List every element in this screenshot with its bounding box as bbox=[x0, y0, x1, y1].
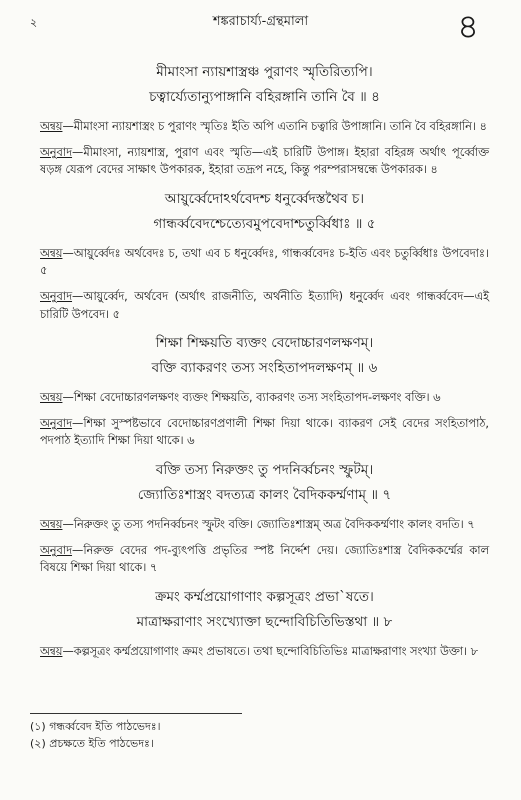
anvaya-paragraph bbox=[40, 516, 489, 534]
anvaya-paragraph bbox=[40, 245, 489, 280]
paragraph-lead: অন্বয় bbox=[40, 644, 63, 658]
paragraph-text: —শিক্ষা সুস্পষ্টভাবে বেদোচ্চারণপ্রণালী শিক্ষা দিয়া থাকে। ব্যাকরণ সেই বেদের সংহিতাপাঠ, পদপাঠ ইত্যাদি শিক্ষা দিয়া থাকে। ৬ bbox=[40, 416, 489, 448]
paragraph-text: —আয়ুর্ব্বেদঃ অর্থবেদঃ চ, তথা এব চ ধনুর্ব্বেদঃ, গান্ধর্ব্ববেদঃ চ-ইতি এবং চতুর্ব্বিধাঃ উপবেদাঃ। ৫ bbox=[40, 246, 489, 278]
footnote-rule bbox=[30, 713, 242, 714]
paragraph-text: —শিক্ষা বেদোচ্চারণলক্ষণং ব্যক্তং শিক্ষয়তি, ব্যাকরণং তস্য সংহিতাপদ-লক্ষণং বক্তি। ৬ bbox=[62, 391, 441, 405]
paragraph-lead: অন্বয় bbox=[40, 391, 63, 405]
verse-line: আয়ুর্ব্বেদোঽর্থবেদশ্চ ধনুর্ব্বেদস্তথৈব চ। bbox=[164, 190, 365, 207]
verse-block bbox=[40, 585, 489, 635]
verse-line: বক্তি তস্য নিরুক্তং তু পদনির্ব্বচনং স্ফুটম্। bbox=[155, 461, 374, 478]
paragraph-text: —আয়ুর্ব্বেদ, অর্থবেদ (অর্থাৎ রাজনীতি, অর্থনীতি ইত্যাদি) ধনুর্ব্বেদ এবং গান্ধর্ব্ববেদ—এই চারিটি উপবেদ। ৫ bbox=[40, 289, 489, 321]
paragraph-lead: অন্বয় bbox=[40, 246, 63, 260]
verse-block bbox=[40, 458, 489, 508]
verse-line: মাত্রাক্ষরাণাং সংখ্যোক্তা ছন্দোবিচিতিভিস্তথা ॥ ৮ bbox=[136, 613, 393, 630]
running-title: শঙ্করাচার্য্য-গ্রন্থমালা bbox=[212, 14, 309, 29]
page-body bbox=[40, 60, 489, 668]
paragraph-lead: অন্বয় bbox=[40, 120, 63, 133]
paragraph-lead: অনুবাদ bbox=[40, 416, 73, 430]
verse-line: শিক্ষা শিক্ষয়তি ব্যক্তং বেদোচ্চারণলক্ষণম্। bbox=[155, 335, 374, 352]
verse-block bbox=[40, 331, 489, 381]
margin-mark: ৪ bbox=[456, 7, 479, 47]
paragraph-text: —নিরুক্ত বেদের পদ-ব্যুৎপত্তি প্রভৃতির স্পষ্ট নির্দ্দেশ দেয়। জ্যোতিঃশাস্ত্র বৈদিককর্ম্মের কাল বিষয়ে শিক্ষা দিয়া থাকে। ৭ bbox=[40, 543, 489, 575]
verse-line: গান্ধর্ব্ববেদশ্চেত্যেবমুপবেদাশ্চতুর্ব্বিধাঃ ॥ ৫ bbox=[153, 215, 376, 232]
paragraph-lead: অনুবাদ bbox=[40, 145, 73, 159]
anvaya-paragraph bbox=[40, 118, 489, 136]
translation-paragraph bbox=[40, 144, 489, 179]
verse-line: মীমাংসা ন্যায়শাস্ত্রঞ্চ পুরাণং স্মৃতিরিত্যপি। bbox=[156, 64, 373, 80]
footnote-2: (২) প্রচক্ষতে ইতি পাঠভেদঃ। bbox=[30, 737, 154, 750]
translation-paragraph bbox=[40, 542, 489, 577]
verse-line: চত্বার্য্যেতান্যুপাঙ্গানি বহিরঙ্গানি তানি বৈ ॥ ৪ bbox=[149, 89, 380, 105]
verse-line: ক্রমং কর্ম্মপ্রয়োগাণাং কল্পসূত্রং প্রভা`ষতে। bbox=[155, 588, 374, 605]
paragraph-lead: অনুবাদ bbox=[40, 289, 73, 303]
paragraph-lead: অনুবাদ bbox=[40, 543, 73, 557]
anvaya-paragraph bbox=[40, 643, 489, 661]
footnotes bbox=[30, 718, 161, 752]
verse-line: বক্তি ব্যাকরণং তস্য সংহিতাপদলক্ষণম্ ॥ ৬ bbox=[151, 360, 378, 377]
paragraph-text: —মীমাংসা ন্যায়শাস্ত্রং চ পুরাণং স্মৃতিঃ ইতি অপি এতানি চত্বারি উপাঙ্গানি। তানি বৈ বহিরঙ্গানি। ৪ bbox=[62, 120, 487, 133]
paragraph-text: —নিরুক্তং তু তস্য পদনির্ব্বচনং স্ফুটং বক্তি। জ্যোতিঃশাস্ত্রম্ অত্র বৈদিককর্ম্মণাং কালং বদতি। ৭ bbox=[62, 517, 475, 531]
verse-block bbox=[40, 187, 489, 237]
anvaya-paragraph bbox=[40, 389, 489, 407]
verse-block bbox=[40, 60, 489, 110]
paragraph-text: —মীমাংসা, ন্যায়শাস্ত্র, পুরাণ এবং স্মৃতি—এই চারিটি উপাঙ্গ। ইহারা বহিরঙ্গ অর্থাৎ পূর্ব্বোক্ত ষড়ঙ্গ যেরূপ বেদের সাক্ষাৎ উপকারক, ইহারা তদ্রূপ নহে, কিন্তু পরম্পরাসম্বন্ধে উপকারক। ৪ bbox=[40, 145, 489, 177]
translation-paragraph bbox=[40, 415, 489, 450]
page-number: ২ bbox=[30, 16, 38, 29]
paragraph-lead: অন্বয় bbox=[40, 517, 63, 531]
verse-line: জ্যোতিঃশাস্ত্রং বদত্যত্র কালং বৈদিককর্ম্মণাম্ ॥ ৭ bbox=[137, 486, 392, 503]
paragraph-text: —কল্পসূত্রং কর্ম্মপ্রয়োগাণাং ক্রমং প্রভাষতে। তথা ছন্দোবিচিতিভিঃ মাত্রাক্ষরাণাং সংখ্যা উক্তা। ৮ bbox=[62, 644, 478, 658]
translation-paragraph bbox=[40, 288, 489, 323]
footnote-1: (১) গন্ধর্ব্ববেদ ইতি পাঠভেদঃ। bbox=[30, 720, 161, 733]
